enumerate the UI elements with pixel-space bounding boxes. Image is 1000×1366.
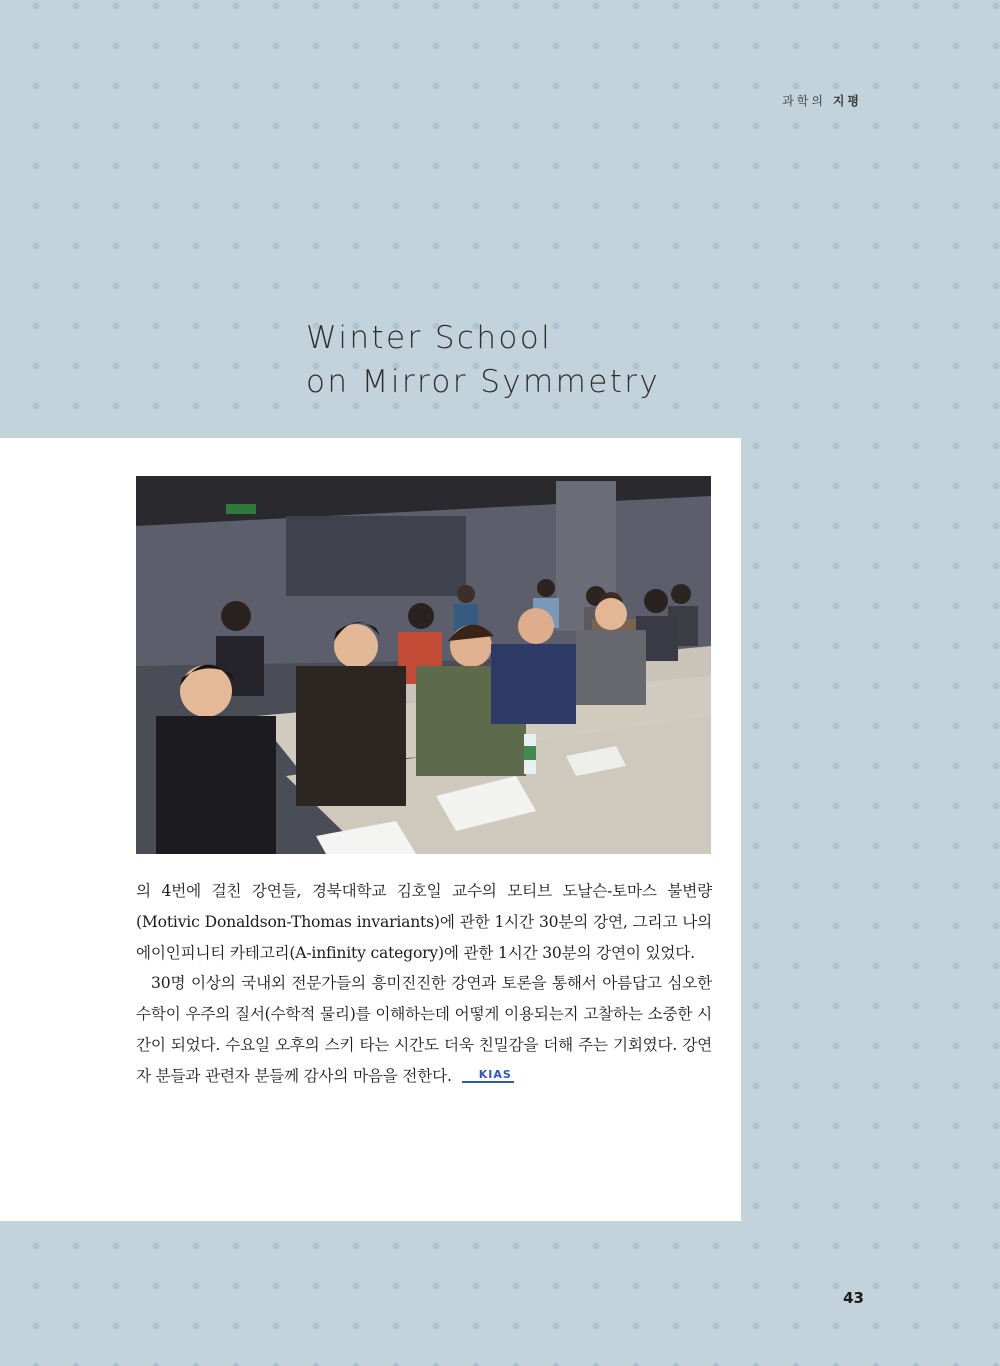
lecture-hall-illustration <box>136 476 711 854</box>
body-paragraph-1: 의 4번에 걸친 강연들, 경북대학교 김호일 교수의 모티브 도날슨-토마스 불변량(Motivic Donaldson-Thomas invariants)에 관한 1시간 30분의 강연, 그리고 나의 에이인피니티 카테고리(A-infinity category)에 관한 1시간 30분의 강연이 있었다. <box>136 882 712 962</box>
lecture-photo <box>136 476 711 854</box>
article-title <box>306 316 660 404</box>
kias-logo: KIAS <box>462 1069 514 1083</box>
section-label-bold: 지평 <box>832 94 862 108</box>
body-paragraph-2 <box>136 968 712 1091</box>
title-line-2: on Mirror Symmetry <box>306 364 661 400</box>
page-number: 43 <box>843 1289 864 1307</box>
body-paragraph-2-text: 30명 이상의 국내외 전문가들의 흥미진진한 강연과 토론을 통해서 아름답고 심오한 수학이 우주의 질서(수학적 물리)를 이해하는데 어떻게 이용되는지 고찰하는 소중한 시간이 되었다. 수요일 오후의 스키 타는 시간도 더욱 친밀감을 더해 주는 기회였다. 강연자 분들과 관련자 분들께 감사의 마음을 전한다. <box>136 974 712 1085</box>
section-label <box>700 92 862 109</box>
title-line-1: Winter School <box>306 320 553 356</box>
body-text <box>136 876 712 1092</box>
section-label-prefix: 과학의 <box>782 94 833 108</box>
